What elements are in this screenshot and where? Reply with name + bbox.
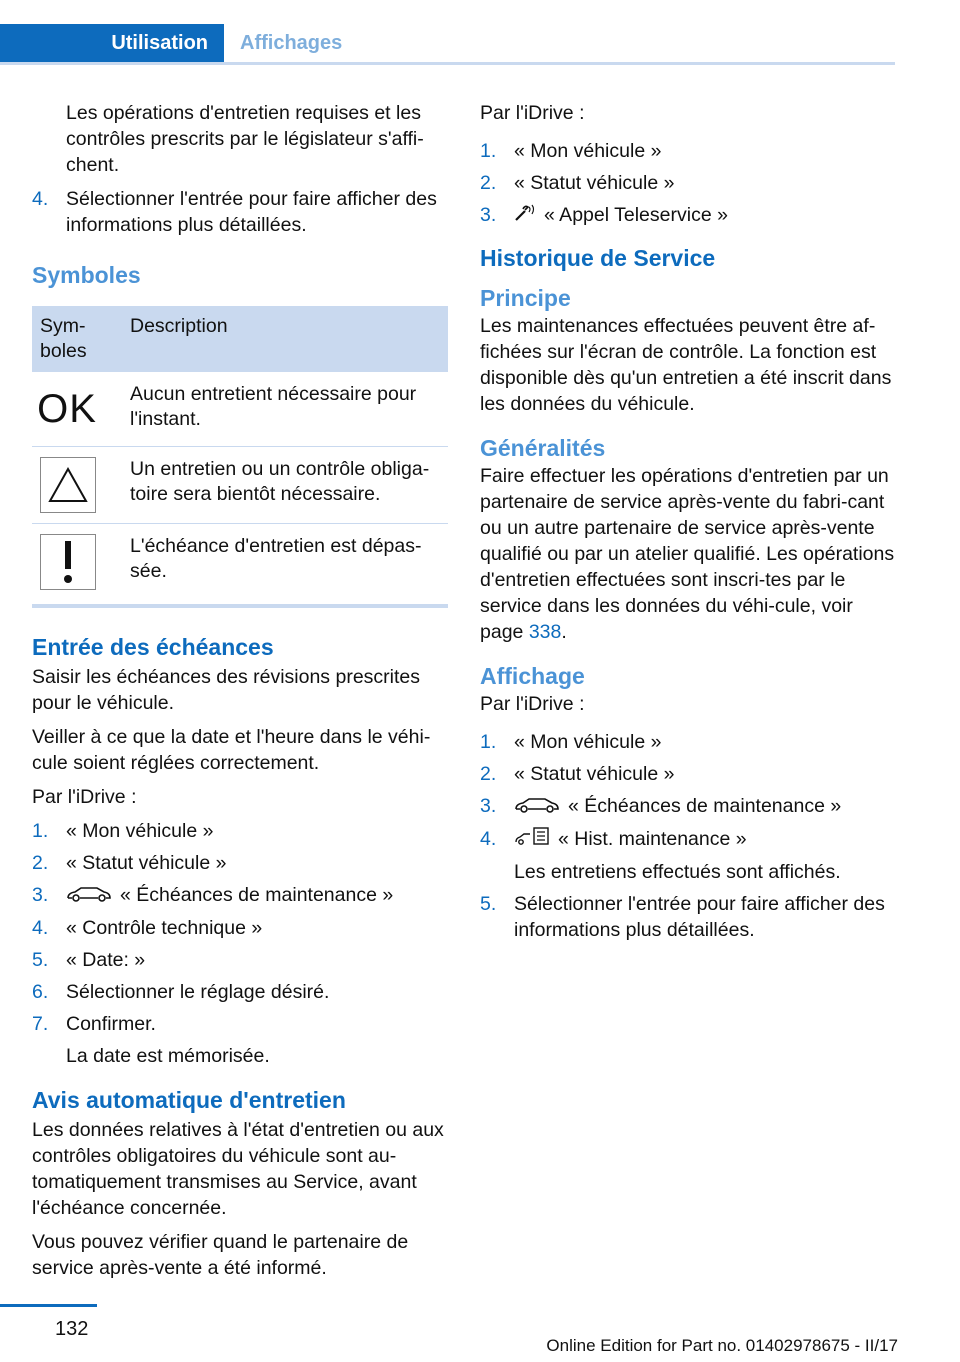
list-item: 3. « Appel Teleservice » [480,202,896,229]
list-item: 2. « Statut véhicule » [480,172,675,194]
row-desc: Aucun entretient nécessaire pour l'instant. [122,372,448,447]
warning-triangle-icon [40,457,96,513]
teleservice-steps [480,138,896,229]
left-column [32,100,448,1289]
edition-footer: Online Edition for Part no. 01402978675 - II/17 [546,1336,898,1355]
entry-heading: Entrée des échéances [32,634,274,660]
affichage-heading: Affichage [480,662,585,689]
avis-text: Vous pouvez vérifier quand le partenaire de service après-vente a été informé. [32,1230,409,1279]
principe-heading: Principe [480,284,571,311]
tab-affichages[interactable]: Affichages [240,31,343,54]
avis-text: Les données relatives à l'état d'entretien ou aux contrôles obligatoires du véhicule sont au-tomatiquement transmises au Service, avant l'échéance concernée. [32,1118,444,1219]
list-item: 1. « Mon véhicule » [480,140,662,162]
exclamation-icon [40,534,96,590]
list-item: 3. « Échéances de maintenance » [480,793,896,820]
generalites-heading: Généralités [480,434,606,461]
page-number: 132 [55,1318,89,1340]
list-item: 4. Sélectionner l'entrée pour faire afficher des informations plus détaillées. [32,188,437,236]
affichage-steps [480,729,896,943]
entry-steps [32,818,448,1069]
right-column [480,100,896,951]
list-item: 4. « Contrôle technique » [32,916,263,939]
list-item: 1. « Mon véhicule » [32,820,214,842]
generalites-text: Faire effectuer les opérations d'entretien par un partenaire de service après-vente du fabri-cant ou un autre partenaire de service après-vente qualifié ou par un atelier qualifié. Les opérations d'entretien effectuées sont inscri-tes par le service dans les données du véhi-cule, voir page 338. [480,464,895,643]
list-item: 5. « Date: » [32,948,146,971]
intro-text: Les opérations d'entretien requises et les contrôles prescrits par le législateur s'affi-chent. [66,102,424,176]
symbols-heading: Symboles [32,262,141,288]
idrive-text: Par l'iDrive : [480,102,585,124]
principe-text: Les maintenances effectuées peuvent être af-fichées sur l'écran de contrôle. La fonction est disponible dès qu'un entretien a été inscrit dans les données du véhicule. [480,314,892,415]
car-list-icon [514,826,550,853]
table-row [32,524,448,607]
list-item: 1. « Mon véhicule » [480,730,662,753]
table-header-symbols: Sym-boles [32,306,122,372]
car-icon [514,794,560,820]
list-item: 2. « Statut véhicule » [480,762,675,785]
symbols-table [32,306,448,608]
affichage-text: Par l'iDrive : [480,692,585,715]
row-desc: L'échéance d'entretien est dépas-sée. [122,524,448,607]
table-header-description: Description [122,306,448,372]
page-link[interactable]: 338 [528,620,562,643]
list-item: 2. « Statut véhicule » [32,852,227,874]
table-row [32,372,448,447]
page-number-rule [0,1304,97,1307]
hist-heading: Historique de Service [480,244,716,271]
wrench-signal-icon [514,203,536,229]
list-item: 5. Sélectionner l'entrée pour faire afficher des informations plus détaillées. [480,893,885,942]
car-icon [66,883,112,909]
ok-icon: OK [37,386,97,431]
entry-text: Veiller à ce que la date et l'heure dans le véhi-cule soient réglées correctement. [32,726,431,774]
entry-text: Saisir les échéances des révisions prescrites pour le véhicule. [32,666,421,714]
list-item: 3. « Échéances de maintenance » [32,882,448,909]
list-item: 7. Confirmer. La date est mémorisée. [32,1012,270,1067]
tab-utilisation[interactable]: Utilisation [0,24,224,62]
entry-text: Par l'iDrive : [32,786,137,808]
table-row [32,447,448,524]
step-list-top [32,186,448,238]
row-desc: Un entretien ou un contrôle obliga-toire sera bientôt nécessaire. [122,447,448,524]
avis-heading: Avis automatique d'entretien [32,1086,346,1113]
list-item: 4. « Hist. maintenance » Les entretiens effectués sont affichés. [480,827,841,884]
list-item: 6. Sélectionner le réglage désiré. [32,980,330,1003]
